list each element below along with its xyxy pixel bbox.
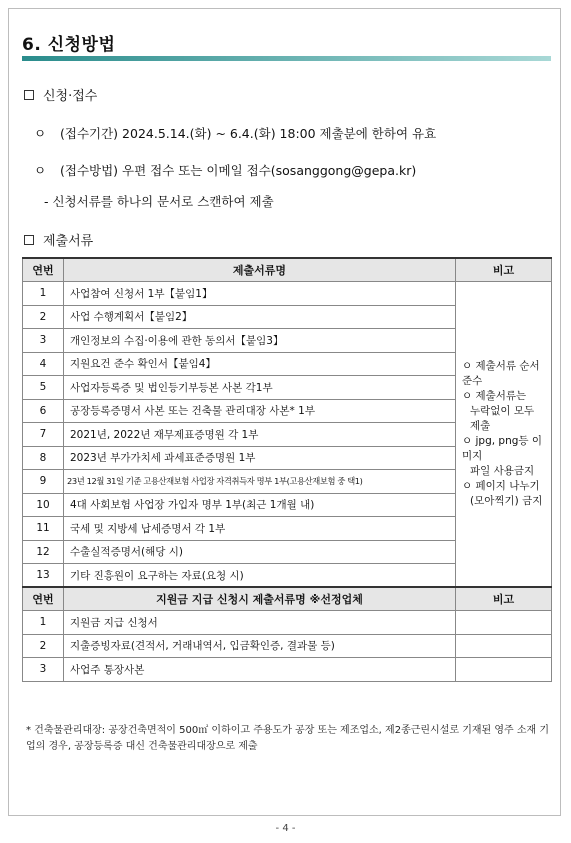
checkbox-square-icon xyxy=(24,90,34,100)
document-name: 사업참여 신청서 1부【붙임1】 xyxy=(64,282,456,306)
checkbox-square-icon xyxy=(24,235,34,245)
subsection-documents xyxy=(24,230,93,249)
period-label: (접수기간) xyxy=(60,126,119,141)
method-text: 우편 접수 또는 이메일 접수(sosanggong@gepa.kr) xyxy=(122,163,417,178)
remark-line: ㅇ 제출서류 순서 준수 xyxy=(462,360,540,387)
row-number: 7 xyxy=(23,423,64,447)
remark-line: ㅇ 페이지 나누기 xyxy=(462,480,540,492)
remarks-cell xyxy=(456,282,552,588)
method-line xyxy=(34,161,416,179)
remark-line: (모아찍기) 금지 xyxy=(470,495,543,507)
document-name: 지원요건 준수 확인서【붙임4】 xyxy=(64,352,456,376)
col-header: 비고 xyxy=(456,587,552,611)
period-text: 2024.5.14.(화) ~ 6.4.(화) 18:00 제출분에 한하여 유효 xyxy=(122,126,437,141)
row-number: 8 xyxy=(23,446,64,470)
document-name: 2023년 부가가치세 과세표준증명원 1부 xyxy=(64,446,456,470)
document-name: 2021년, 2022년 재무제표증명원 각 1부 xyxy=(64,423,456,447)
document-name: 사업자등록증 및 법인등기부등본 사본 각1부 xyxy=(64,376,456,400)
col-header: 지원금 지급 신청시 제출서류명 ※선정업체 xyxy=(64,587,456,611)
table-row xyxy=(23,658,552,682)
document-name: 4대 사회보험 사업장 가입자 명부 1부(최근 1개월 내) xyxy=(64,493,456,517)
row-number: 4 xyxy=(23,352,64,376)
table-header-row xyxy=(23,587,552,611)
remark-line: 파일 사용금지 xyxy=(470,465,535,477)
section-title: 6. 신청방법 xyxy=(22,35,116,55)
document-name: 개인정보의 수집·이용에 관한 동의서【붙임3】 xyxy=(64,329,456,353)
document-name: 23년 12월 31일 기준 고용산재보험 사업장 자격취득자 명부 1부(고용산재보험 중 택1) xyxy=(64,470,456,494)
document-name: 수출실적증명서(해당 시) xyxy=(64,540,456,564)
col-header: 제출서류명 xyxy=(64,258,456,282)
method-label: (접수방법) xyxy=(60,163,119,178)
document-name: 사업 수행계획서【붙임2】 xyxy=(64,305,456,329)
table-header-row xyxy=(23,258,552,282)
document-name: 지출증빙자료(견적서, 거래내역서, 입금확인증, 결과물 등) xyxy=(64,634,456,658)
document-name: 국세 및 지방세 납세증명서 각 1부 xyxy=(64,517,456,541)
row-number: 3 xyxy=(23,658,64,682)
footnote: * 건축물관리대장: 공장건축면적이 500㎡ 이하이고 주용도가 공장 또는 제조업소, 제2종근린시설로 기재된 영주 소재 기업의 경우, 공장등록증 대신 건축물관리대장으로 제출 xyxy=(26,725,550,752)
documents-table xyxy=(22,257,552,682)
page-number: - 4 - xyxy=(275,823,296,834)
row-number: 3 xyxy=(23,329,64,353)
subsection-heading: 신청·접수 xyxy=(43,89,98,104)
row-number: 2 xyxy=(23,305,64,329)
row-number: 6 xyxy=(23,399,64,423)
col-header: 연번 xyxy=(23,587,64,611)
scan-instruction: - 신청서류를 하나의 문서로 스캔하여 제출 xyxy=(44,194,274,209)
row-number: 12 xyxy=(23,540,64,564)
row-number: 2 xyxy=(23,634,64,658)
remark-line: ㅇ jpg, png등 이미지 xyxy=(462,435,543,462)
document-name: 기타 진흥원이 요구하는 자료(요청 시) xyxy=(64,564,456,588)
col-header: 연번 xyxy=(23,258,64,282)
row-number: 9 xyxy=(23,470,64,494)
document-name: 지원금 지급 신청서 xyxy=(64,611,456,635)
row-number: 11 xyxy=(23,517,64,541)
remark-cell xyxy=(456,634,552,658)
row-number: 13 xyxy=(23,564,64,588)
period-line xyxy=(34,124,436,142)
remark-cell xyxy=(456,611,552,635)
row-number: 1 xyxy=(23,611,64,635)
row-number: 10 xyxy=(23,493,64,517)
document-name: 공장등록증명서 사본 또는 건축물 관리대장 사본* 1부 xyxy=(64,399,456,423)
table-row xyxy=(23,611,552,635)
table-row xyxy=(23,634,552,658)
row-number: 5 xyxy=(23,376,64,400)
remark-line: 누락없이 모두 제출 xyxy=(470,405,535,432)
remark-cell xyxy=(456,658,552,682)
subsection-apply xyxy=(24,85,97,104)
bullet-circle-icon: ㅇ xyxy=(34,126,47,141)
bullet-circle-icon: ㅇ xyxy=(34,163,47,178)
subsection-heading: 제출서류 xyxy=(43,234,94,249)
col-header: 비고 xyxy=(456,258,552,282)
row-number: 1 xyxy=(23,282,64,306)
remark-line: ㅇ 제출서류는 xyxy=(462,390,527,402)
table-row xyxy=(23,282,552,306)
title-underline-bar xyxy=(22,56,551,61)
document-name: 사업주 통장사본 xyxy=(64,658,456,682)
